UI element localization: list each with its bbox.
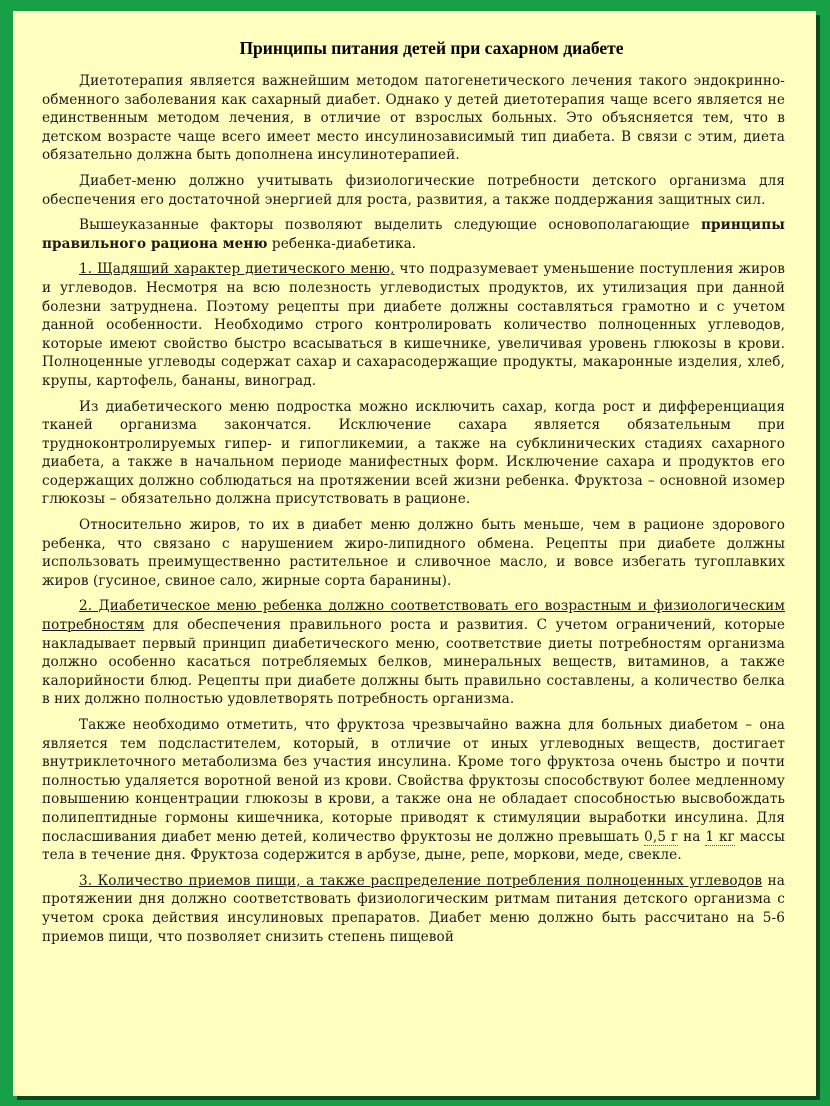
- principle-3-text: на протяжении дня должно соответствовать физиологическим ритмам питания детского организма с учетом срока действия инсулиновых препаратов. Диабет меню должно быть рассчитано на 5-6 приемов пищи, что позволяет снизить степень пищевой: [42, 872, 785, 945]
- dose-weight: 1 кг: [705, 828, 735, 845]
- paragraph-principle-2: [42, 597, 785, 709]
- fructose-mid: на: [678, 828, 706, 845]
- principles-lead-text: Вышеуказанные факторы позволяют выделить следующие основополагающие: [79, 217, 701, 234]
- paragraph-principles-lead: [42, 216, 785, 253]
- principle-2-heading: 2. Диабетическое меню ребенка должно соответствовать его возрастным и физиологическим потребностям: [42, 598, 785, 634]
- principle-1-heading: 1. Щадящий характер диетического меню,: [79, 261, 395, 278]
- fructose-text: Также необходимо отметить, что фруктоза чрезвычайно важна для больных диабетом – она является тем подсластителем, который, в отличие от иных углеводных веществ, достигает внутриклеточного метаболизма без участия инсулина. Кроме того фруктоза очень быстро и почти полностью удаляется воротной веной из крови. Свойства фруктозы способствуют более медленному повышению концентрации глюкозы в крови, а также она не обладает способностью высвобождать полипептидные гормоны кишечника, которые приводят к стимуляции выработки инсулина. Для посласшивания диабет меню детей, количество фруктозы не должно превышать: [42, 717, 785, 845]
- fructose-tail: массы тела в течение дня. Фруктоза содержится в арбузе, дыне, репе, моркови, меде, свекле.: [42, 828, 785, 864]
- paragraph-principle-3: [42, 872, 785, 946]
- principles-bold: принципы правильного рациона меню: [42, 217, 785, 252]
- article-body: [42, 72, 785, 953]
- paragraph-principle-1: [42, 260, 785, 390]
- principle-3-heading: 3. Количество приемов пищи, а также распределение потребления полноценных углеводов: [79, 872, 763, 889]
- dose-amount: 0,5 г: [644, 828, 679, 845]
- paragraph-fructose: [42, 716, 785, 865]
- principle-1-text: что подразумевает уменьшение поступления жиров и углеводов. Несмотря на всю полезность углеводистых продуктов, их утилизация при данной болезни затруднена. Поэтому рецепты при диабете должны составляться грамотно и с учетом данной особенности. Необходимо строго контролировать количество полноценных углеводов, которые имеют свойство быстро всасываться в кишечнике, увеличивая уровень глюкозы в крови. Полноценные углеводы содержат сахар и сахарасодержащие продукты, макаронные изделия, хлеб, крупы, картофель, бананы, виноград.: [42, 261, 785, 389]
- paragraph-needs: Диабет-меню должно учитывать физиологические потребности детского организма для обеспечения его достаточной энергией для роста, развития, а также поддержания защитных сил.: [42, 172, 785, 208]
- page-title: Принципы питания детей при сахарном диабете: [239, 38, 624, 58]
- document-page: [13, 11, 816, 1096]
- paragraph-intro: Диетотерапия является важнейшим методом патогенетического лечения такого эндокринно-обменного заболевания как сахарный диабет. Однако у детей диетотерапия чаще всего является не единственным методом лечения, в отличие от взрослых больных. Это объясняется тем, что в детском возрасте чаще всего имеет место инсулинозависимый тип диабета. В связи с этим, диета обязательно должна быть дополнена инсулинотерапией.: [42, 73, 785, 164]
- paragraph-fats: Относительно жиров, то их в диабет меню должно быть меньше, чем в рационе здорового ребенка, что связано с нарушением жиро-липидного обмена. Рецепты при диабете должны использовать преимущественно растительное и сливочное масло, и вовсе избегать тугоплавких жиров (гусиное, свиное сало, жирные сорта баранины).: [42, 517, 785, 589]
- principle-2-text: для обеспечения правильного роста и развития. С учетом ограничений, которые накладывает первый принцип диабетического меню, соответствие диеты потребностям организма должно особенно касаться потребляемых белков, минеральных веществ, витаминов, а также калорийности блюд. Рецепты при диабете должны быть правильно составлены, а количество белка в них должно полностью удовлетворять потребность организма.: [42, 617, 785, 708]
- paragraph-sugar: Из диабетического меню подростка можно исключить сахар, когда рост и дифференциация тканей организма закончатся. Исключение сахара является обязательным при трудноконтролируемых гипер- и гипогликемии, а также на субклинических стадиях сахарного диабета, а также в начальном периоде манифестных форм. Исключение сахара и продуктов его содержащих должно соблюдаться на протяжении всей жизни ребенка. Фруктоза – основной изомер глюкозы – обязательно должна присутствовать в рационе.: [42, 398, 785, 508]
- principles-lead-tail: ребенка-диабетика.: [267, 235, 417, 252]
